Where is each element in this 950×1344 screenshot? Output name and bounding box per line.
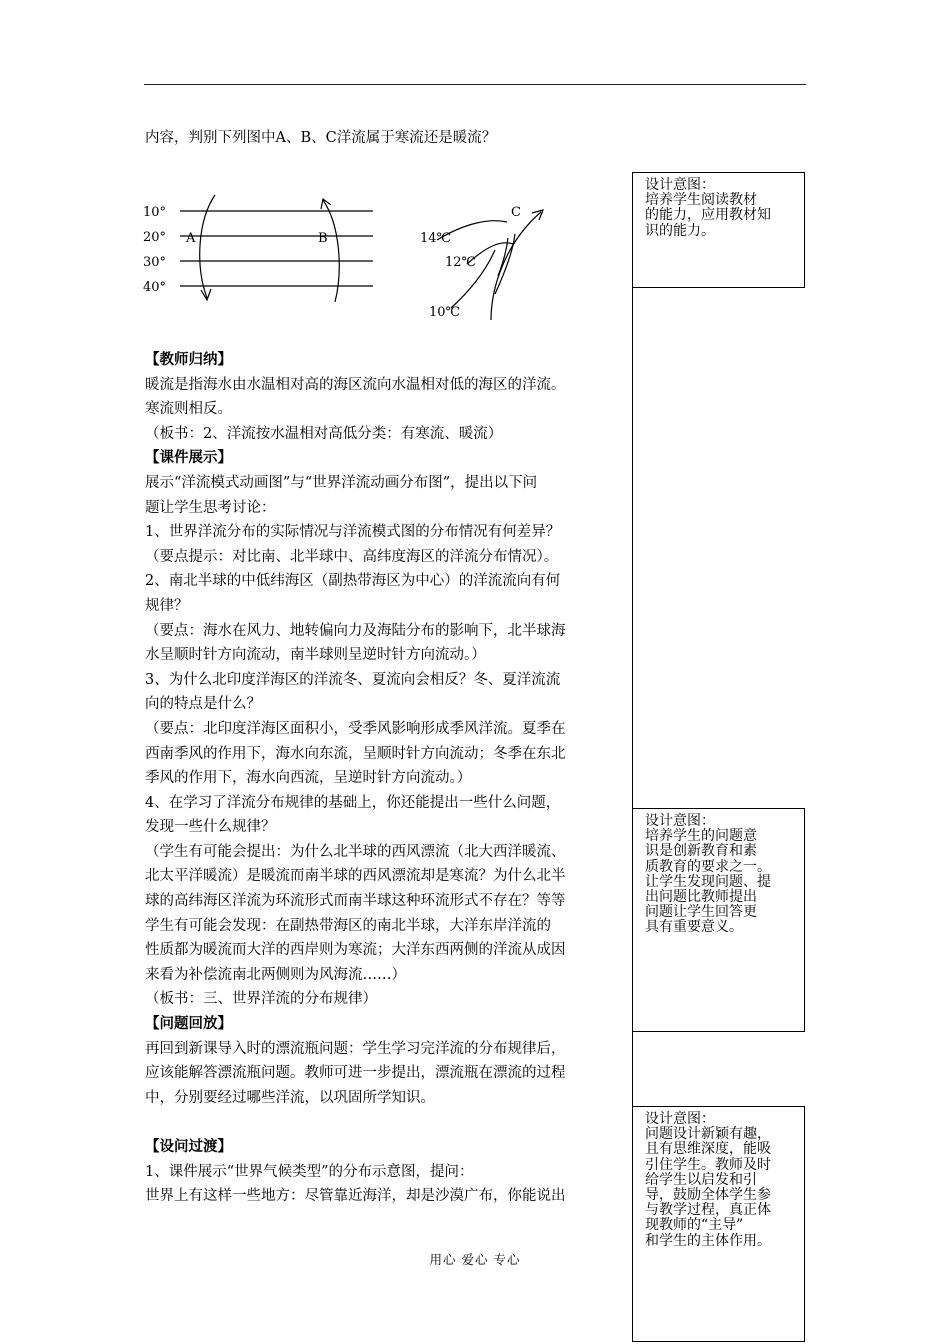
temp-label-14: 14℃ xyxy=(420,231,452,246)
design-intent-line: 问题设计新颖有趣， xyxy=(645,1126,771,1143)
body-line: 寒流则相反。 xyxy=(145,401,232,418)
body-line: 再回到新课导入时的漂流瓶问题：学生学习完洋流的分布规律后， xyxy=(145,1040,566,1057)
body-line: 1、课件展示“世界气候类型”的分布示意图，提问： xyxy=(145,1163,474,1180)
body-line: 3、为什么北印度洋海区的洋流冬、夏流向会相反？冬、夏洋流流 xyxy=(145,671,561,688)
current-b-path xyxy=(323,200,339,302)
design-intent-line: 识的能力。 xyxy=(645,222,715,239)
body-line: （板书：2、洋流按水温相对高低分类：有寒流、暖流） xyxy=(145,425,503,442)
body-line: 向的特点是什么？ xyxy=(145,696,261,713)
body-line: 1、世界洋流分布的实际情况与洋流模式图的分布情况有何差异？ xyxy=(145,524,561,541)
body-line: （板书：三、世界洋流的分布规律） xyxy=(145,991,377,1008)
section-heading: 【课件展示】 xyxy=(145,449,232,467)
body-line: 展示“洋流模式动画图”与“世界洋流动画分布图”，提出以下问 xyxy=(145,474,538,491)
body-line: 4、在学习了洋流分布规律的基础上，你还能提出一些什么问题， xyxy=(145,794,561,811)
body-line: 来看为补偿流南北两侧则为风海流……） xyxy=(145,966,406,983)
current-label-c: C xyxy=(511,205,521,220)
lat-label-20: 20° xyxy=(143,230,167,245)
design-intent-box-3 xyxy=(632,1106,805,1342)
design-intent-title: 设计意图： xyxy=(645,177,715,193)
body-line: 北太平洋暖流）是暖流而南半球的西风漂流却是寒流？为什么北半 xyxy=(145,868,566,885)
body-line: 暖流是指海水由水温相对高的海区流向水温相对低的海区的洋流。 xyxy=(145,376,566,393)
design-intent-box-2 xyxy=(632,808,805,1032)
body-line: 学生有可能会发现：在副热带海区的南北半球，大洋东岸洋流的 xyxy=(145,917,551,934)
design-intent-line: 培养学生阅读教材 xyxy=(645,192,757,209)
header-rule xyxy=(144,84,806,85)
body-line: 季风的作用下，海水向西流，呈逆时针方向流动。） xyxy=(145,770,472,787)
main-body-text xyxy=(145,348,635,1209)
body-line: （要点提示：对比南、北半球中、高纬度海区的洋流分布情况）。 xyxy=(145,548,559,565)
design-intent-line: 和学生的主体作用。 xyxy=(645,1232,771,1249)
design-intent-line: 让学生发现问题、提 xyxy=(645,873,771,890)
design-intent-line: 出问题比教师提出 xyxy=(645,889,757,906)
page-footer: 用心 爱心 专心 xyxy=(429,1252,521,1267)
intro-text: 内容，判别下列图中A、B、C洋流属于寒流还是暖流？ xyxy=(145,130,497,146)
body-line: 世界上有这样一些地方：尽管靠近海洋，却是沙漠广布，你能说出 xyxy=(145,1188,566,1205)
body-line: 应该能解答漂流瓶问题。教师可进一步提出，漂流瓶在漂流的过程 xyxy=(145,1065,566,1082)
lat-label-10: 10° xyxy=(143,205,167,220)
current-label-b: B xyxy=(318,231,328,246)
body-line: 规律？ xyxy=(145,597,189,614)
temp-label-10: 10℃ xyxy=(429,305,461,320)
section-heading: 【教师归纳】 xyxy=(145,351,232,368)
body-line: 2、南北半球的中低纬海区（副热带海区为中心）的洋流流向有何 xyxy=(145,573,561,590)
design-intent-title: 设计意图： xyxy=(645,1111,715,1127)
body-line: 水呈顺时针方向流动，南半球则呈逆时针方向流动。） xyxy=(145,647,486,664)
body-line: 题让学生思考讨论： xyxy=(145,499,276,516)
design-intent-line: 识是创新教育和素 xyxy=(645,843,757,860)
design-intent-line: 导，鼓励全体学生参 xyxy=(645,1187,771,1204)
figure-isotherm-current xyxy=(415,198,555,323)
lat-label-40: 40° xyxy=(143,280,167,295)
body-line: 西南季风的作用下，海水向东流，呈顺时针方向流动；冬季在东北 xyxy=(145,745,566,762)
body-line: （要点：北印度洋海区面积小，受季风影响形成季风洋流。夏季在 xyxy=(145,720,566,737)
design-intent-line: 与教学过程，真正体 xyxy=(645,1202,771,1219)
current-label-a: A xyxy=(186,231,196,246)
body-line: （要点：海水在风力、地转偏向力及海陆分布的影响下，北半球海 xyxy=(145,622,566,639)
body-line xyxy=(145,1110,635,1135)
design-intent-line: 培养学生的问题意 xyxy=(645,828,757,845)
design-intent-line: 引住学生。教师及时 xyxy=(645,1156,771,1173)
section-heading: 【问题回放】 xyxy=(145,1015,232,1033)
body-line: 中，分别要经过哪些洋流，以巩固所学知识。 xyxy=(145,1089,435,1106)
body-line: 球的高纬海区洋流为环流形式而南半球这种环流形式不存在？等等 xyxy=(145,893,566,910)
body-line: （学生有可能会提出：为什么北半球的西风漂流（北大西洋暖流、 xyxy=(145,843,566,860)
design-intent-line: 问题让学生回答更 xyxy=(645,904,757,921)
design-intent-line: 质教育的要求之一。 xyxy=(645,858,771,875)
figure-latitude-currents xyxy=(140,190,380,305)
design-intent-line: 现教师的“主导” xyxy=(645,1217,744,1234)
design-intent-title: 设计意图： xyxy=(645,813,715,829)
body-line: 性质都为暖流而大洋的西岸则为寒流；大洋东西两侧的洋流从成因 xyxy=(145,942,566,959)
current-c-main xyxy=(491,212,541,320)
lat-label-30: 30° xyxy=(143,255,167,270)
design-intent-line: 且有思维深度，能吸 xyxy=(645,1141,771,1158)
body-line: 发现一些什么规律？ xyxy=(145,819,276,836)
design-intent-line: 的能力，应用教材知 xyxy=(645,207,771,224)
design-intent-line: 给学生以启发和引 xyxy=(645,1171,757,1188)
temp-label-12: 12℃ xyxy=(445,255,477,270)
section-heading: 【设问过渡】 xyxy=(145,1138,232,1155)
design-intent-box-1 xyxy=(632,172,805,288)
design-intent-line: 具有重要意义。 xyxy=(645,919,743,936)
